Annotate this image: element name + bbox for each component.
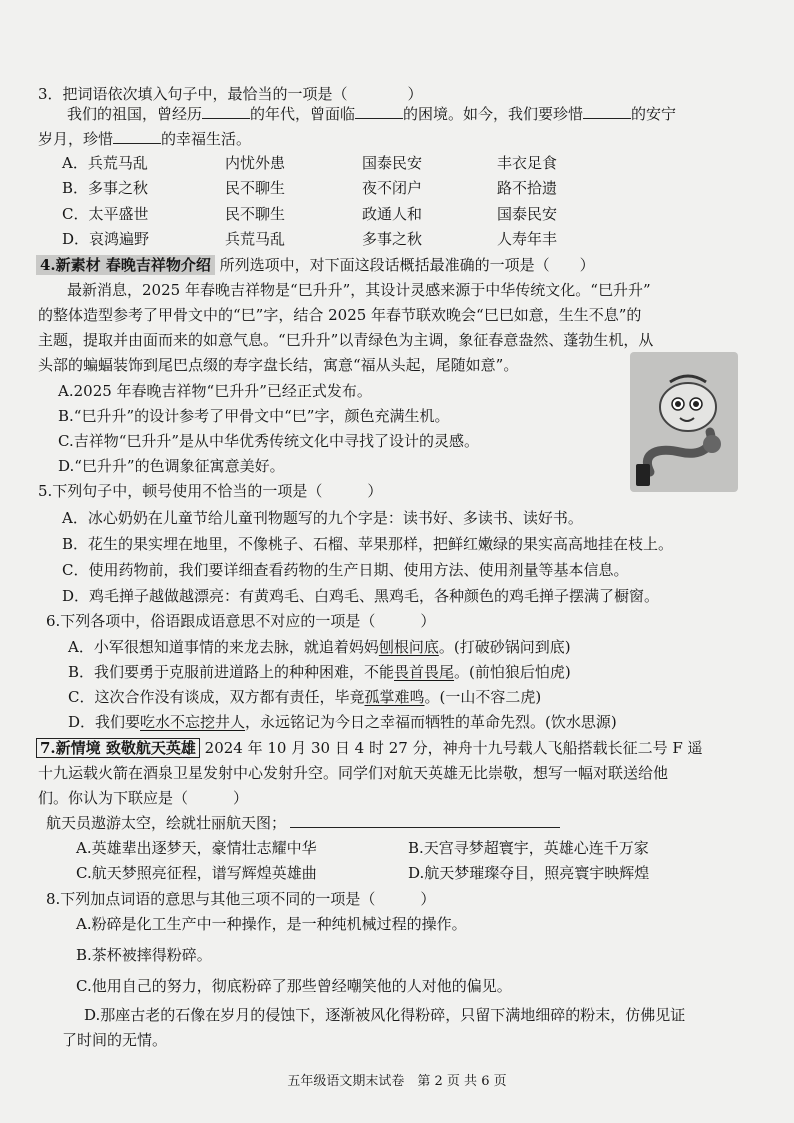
q7-option-b: B.天宫寻梦超寰宇，英雄心连千万家 — [408, 839, 649, 857]
q8-option-b: B.茶杯被摔得粉碎。 — [76, 946, 212, 964]
q3-option-c: C．太平盛世 — [62, 205, 149, 223]
q7-para-3: 们。你认为下联应是（ ） — [38, 789, 249, 807]
q8-option-c: C.他用自己的努力，彻底粉碎了那些曾经嘲笑他的人对他的偏见。 — [76, 977, 512, 995]
q4-para-1: 最新消息，2025 年春晚吉祥物是“巳升升”，其设计灵感来源于中华传统文化。“巳升升” — [67, 281, 651, 299]
q5-stem: 5.下列句子中，顿号使用不恰当的一项是（ ） — [38, 482, 383, 500]
q8-stem: 8.下列加点词语的意思与其他三项不同的一项是（ ） — [46, 890, 436, 908]
q4-para-3: 主题，提取并由面而来的如意气息。“巳升升”以青绿色为主调，象征春意盎然、蓬勃生机，从 — [38, 331, 654, 349]
q7-couplet: 航天员遨游太空，绘就壮丽航天图； — [46, 814, 287, 832]
q5-option-b: B．花生的果实埋在地里，不像桃子、石榴、苹果那样，把鲜红嫩绿的果实高高地挂在枝上。 — [62, 535, 674, 553]
q6-option-c: C．这次合作没有谈成，双方都有责任，毕竟孤掌难鸣。(一山不容二虎) — [68, 688, 542, 706]
snake-mascot-icon — [630, 352, 738, 492]
q6-option-b: B．我们要勇于克服前进道路上的种种困难，不能畏首畏尾。(前怕狼后怕虎) — [68, 663, 571, 681]
q4-para-2: 的整体造型参考了甲骨文中的“巳”字，结合 2025 年春节联欢晚会“巳巳如意，生生不息”的 — [38, 306, 642, 324]
q6-option-a: A．小军很想知道事情的来龙去脉，就追着妈妈刨根问底。(打破砂锅问到底) — [68, 638, 571, 656]
q5-option-a: A．冰心奶奶在儿童节给儿童刊物题写的九个字是：读书好、多读书、读好书。 — [62, 509, 583, 527]
q4-option-a: A.2025 年春晚吉祥物“巳升升”已经正式发布。 — [58, 382, 372, 400]
mascot-image — [630, 352, 738, 492]
q7-para-1: 2024 年 10 月 30 日 4 时 27 分，神舟十九号载人飞船搭载长征二号 F 遥 — [204, 739, 703, 757]
q3-stem: 3．把词语依次填入句子中，最恰当的一项是（ ） — [38, 85, 423, 103]
q3-option-d: D．哀鸿遍野 — [62, 230, 150, 248]
q7-couplet-line — [46, 813, 560, 833]
q7-option-d: D.航天梦璀璨夺目，照亮寰宇映辉煌 — [408, 864, 650, 882]
page-footer: 五年级语文期末试卷 第 2 页 共 6 页 — [287, 1074, 507, 1089]
q3-option-a: A．兵荒马乱 — [62, 154, 148, 172]
q3-passage-line-1: 我们的祖国，曾经历 的年代，曾面临 的困境。如今，我们要珍惜 的安宁 — [67, 105, 677, 123]
q8-option-d-line-1: D.那座古老的石像在岁月的侵蚀下，逐渐被风化得粉碎，只留下满地细碎的粉末，仿佛见证 — [84, 1006, 686, 1024]
q3-option-b: B．多事之秋 — [62, 179, 149, 197]
q4-option-b: B.“巳升升”的设计参考了甲骨文中“巳”字，颜色充满生机。 — [58, 407, 450, 425]
q4-option-c: C.吉祥物“巳升升”是从中华优秀传统文化中寻找了设计的灵感。 — [58, 432, 480, 450]
q7-para-2: 十九运载火箭在酒泉卫星发射中心发射升空。同学们对航天英雄无比崇敬，想写一幅对联送给他 — [38, 764, 669, 782]
q4-para-4: 头部的蝙蝠装饰到尾巴点缀的寿字盘长结，寓意“福从头起，尾随如意”。 — [38, 356, 519, 374]
q7-para-1-line — [36, 738, 703, 758]
q5-option-c: C．使用药物前，我们要详细查看药物的生产日期、使用方法、使用剂量等基本信息。 — [62, 561, 629, 579]
q4-stem: 所列选项中，对下面这段话概括最准确的一项是（ ） — [219, 256, 595, 274]
q6-option-d: D．我们要吃水不忘挖井人，永远铭记为今日之幸福而牺牲的革命先烈。(饮水思源) — [68, 713, 617, 731]
q7-option-a: A.英雄辈出逐梦天，豪情壮志耀中华 — [76, 839, 317, 857]
q7-tag: 7.新情境 致敬航天英雄 — [36, 738, 200, 758]
q4-tag: 4.新素材 春晚吉祥物介绍 — [36, 255, 215, 275]
q4-stem-line — [36, 255, 595, 275]
q6-stem: 6.下列各项中，俗语跟成语意思不对应的一项是（ ） — [46, 612, 436, 630]
q8-option-d-line-2: 了时间的无情。 — [62, 1031, 168, 1049]
q4-option-d: D.“巳升升”的色调象征寓意美好。 — [58, 457, 285, 475]
q5-option-d: D．鸡毛掸子越做越漂亮：有黄鸡毛、白鸡毛、黑鸡毛，各种颜色的鸡毛掸子摆满了橱窗。 — [62, 587, 660, 605]
q8-option-a: A.粉碎是化工生产中一种操作，是一种纯机械过程的操作。 — [76, 915, 467, 933]
q7-option-c: C.航天梦照亮征程，谱写辉煌英雄曲 — [76, 864, 317, 882]
q3-passage-line-2: 岁月，珍惜 的幸福生活。 — [38, 130, 252, 148]
